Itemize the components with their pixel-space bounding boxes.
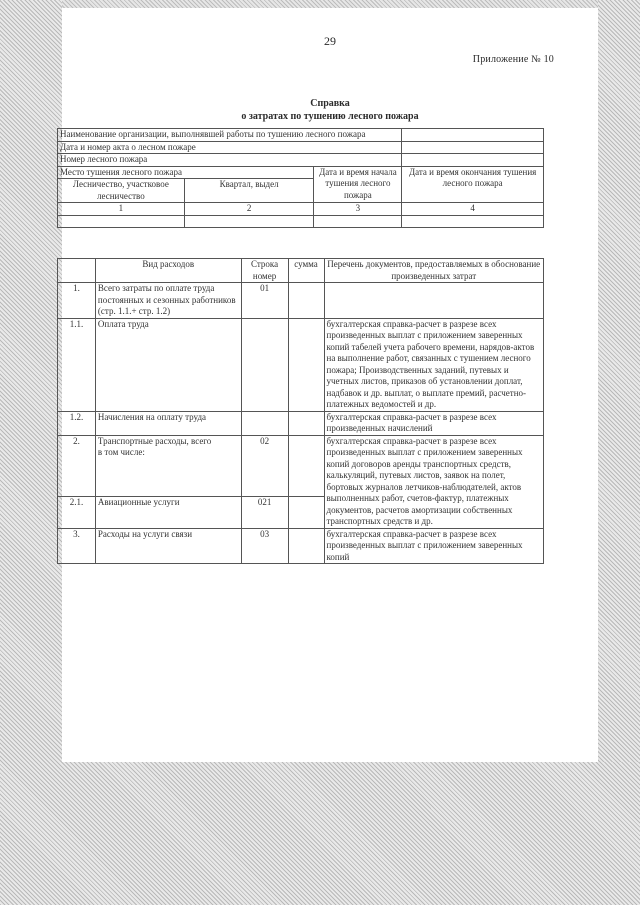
documents-list: бухгалтерская справка-расчет в разрезе всех произведенных начислений <box>324 411 544 435</box>
expense-type: Расходы на услуги связи <box>95 528 241 564</box>
table-row <box>58 435 544 496</box>
line-number <box>241 411 288 435</box>
line-number-header: Строка номер <box>241 259 288 283</box>
document-subtitle: о затратах по тушению лесного пожара <box>241 111 419 122</box>
act-date-label: Дата и номер акта о лесном пожаре <box>58 141 402 154</box>
column-number: 4 <box>402 203 544 216</box>
expense-sum <box>288 411 324 435</box>
scan-border-top <box>0 0 640 8</box>
column-number: 1 <box>58 203 185 216</box>
org-name-value <box>402 129 544 142</box>
appendix-label: Приложение № 10 <box>472 54 554 65</box>
line-number: 021 <box>241 496 288 528</box>
row-number: 1.2. <box>58 411 96 435</box>
expense-type-header: Вид расходов <box>95 259 241 283</box>
block-header: Квартал, выдел <box>184 179 314 203</box>
row-number: 1.1. <box>58 318 96 411</box>
expense-sum <box>288 318 324 411</box>
table-row <box>58 129 544 142</box>
documents-list: бухгалтерская справка-расчет в разрезе всех произведенных выплат с приложением заверенных копий табелей учета рабочего времени, нарядов-актов на выполнение работ, связанных с тушением лесного пожара; Производственных заданий, путевых и учетных листов, приказов об установлении доплат, надбавок и др. выплат, о выплате премий, расчетно-платежных ведомостей и др. <box>324 318 544 411</box>
sum-header: сумма <box>288 259 324 283</box>
row-number: 3. <box>58 528 96 564</box>
table-row <box>58 528 544 564</box>
line-number: 02 <box>241 435 288 496</box>
empty-cell <box>184 215 314 228</box>
expense-type-text: Транспортные расходы, всего <box>97 435 212 446</box>
expense-sum <box>288 283 324 319</box>
fire-place-label: Место тушения лесного пожара <box>58 166 314 179</box>
empty-cell <box>314 215 402 228</box>
table-row <box>58 154 544 167</box>
forestry-header: Лесничество, участковое лесничество <box>58 179 185 203</box>
empty-cell <box>58 215 185 228</box>
table-row <box>58 283 544 319</box>
fire-number-label: Номер лесного пожара <box>58 154 402 167</box>
row-number: 2. <box>58 435 96 496</box>
document-title: Справка <box>310 98 350 109</box>
line-number: 03 <box>241 528 288 564</box>
line-number <box>241 318 288 411</box>
end-time-header: Дата и время окончания тушения лесного пожара <box>402 166 544 203</box>
expenses-table <box>57 258 544 564</box>
start-time-header: Дата и время начала тушения лесного пожара <box>314 166 402 203</box>
scan-border-bottom <box>0 762 640 905</box>
documents-list <box>324 283 544 319</box>
row-number: 1. <box>58 283 96 319</box>
table-row <box>58 166 544 179</box>
num-header <box>58 259 96 283</box>
table-row <box>58 203 544 216</box>
expense-type: Авиационные услуги <box>95 496 241 528</box>
expense-sum <box>288 435 324 496</box>
expense-type-subtext: в том числе: <box>97 447 145 457</box>
column-number: 3 <box>314 203 402 216</box>
line-number: 01 <box>241 283 288 319</box>
table-row <box>58 215 544 228</box>
page-number: 29 <box>324 34 336 48</box>
table-row <box>58 411 544 435</box>
fire-number-value <box>402 154 544 167</box>
fire-info-table <box>57 128 544 228</box>
table-row <box>58 318 544 411</box>
expense-sum <box>288 496 324 528</box>
table-row <box>58 141 544 154</box>
column-number: 2 <box>184 203 314 216</box>
empty-cell <box>402 215 544 228</box>
documents-header: Перечень документов, предоставляемых в обоснование произведенных затрат <box>324 259 544 283</box>
row-number: 2.1. <box>58 496 96 528</box>
org-name-label: Наименование организации, выполнявшей работы по тушению лесного пожара <box>58 129 402 142</box>
expense-type: Начисления на оплату труда <box>95 411 241 435</box>
documents-list: бухгалтерская справка-расчет в разрезе всех произведенных выплат с приложением заверенных копий договоров аренды транспортных средств, калькуляций, путевых листов, заявок на полет, бортовых журналов летчиков-наблюдателей, актов выполненных работ, счетов-фактур, платежных документов, расчетов амортизации собственных транспортных средств и др. <box>324 435 544 528</box>
expense-sum <box>288 528 324 564</box>
expense-type: Всего затраты по оплате труда постоянных и сезонных работников (стр. 1.1.+ стр. 1.2) <box>95 283 241 319</box>
expense-type: Оплата труда <box>95 318 241 411</box>
expense-type <box>95 435 241 496</box>
act-date-value <box>402 141 544 154</box>
documents-list: бухгалтерская справка-расчет в разрезе всех произведенных выплат с приложением заверенных копий <box>324 528 544 564</box>
table-header-row <box>58 259 544 283</box>
